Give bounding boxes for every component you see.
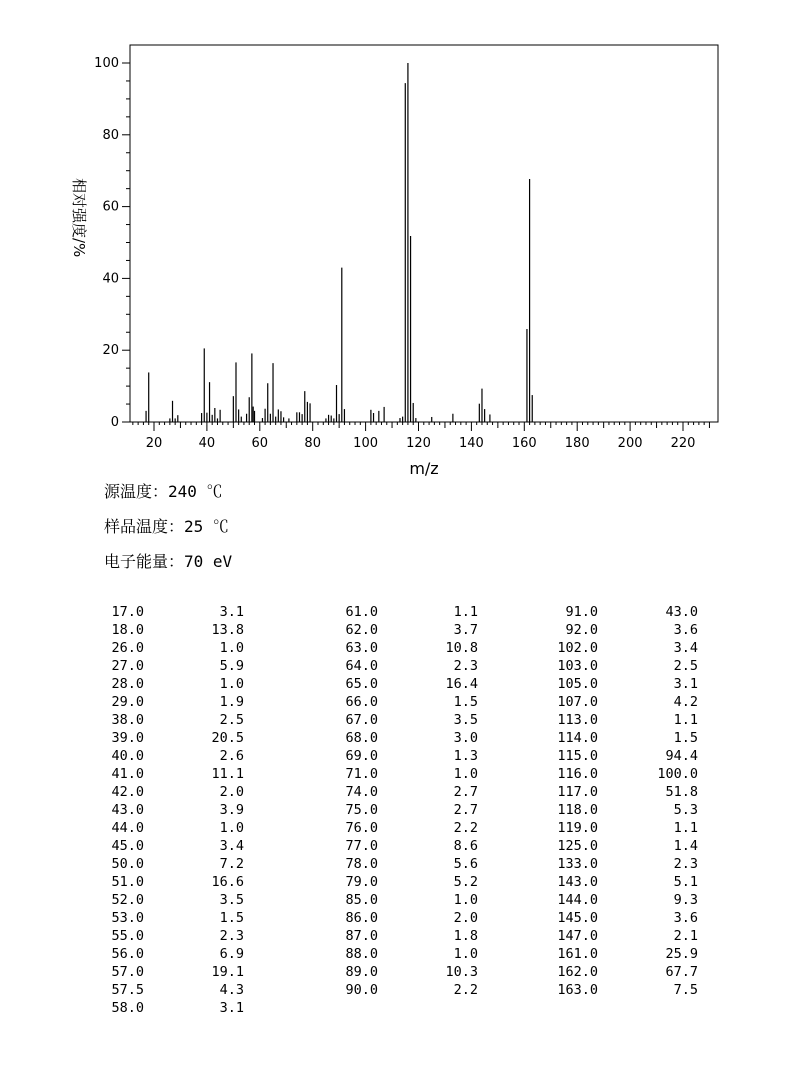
mz-value: 79.0 bbox=[345, 874, 378, 890]
mz-value: 45.0 bbox=[111, 838, 144, 854]
x-axis bbox=[133, 422, 710, 451]
relative-intensity-value: 3.5 bbox=[453, 712, 478, 728]
y-tick-label: 60 bbox=[102, 199, 119, 215]
y-axis bbox=[94, 56, 130, 430]
mz-value: 64.0 bbox=[345, 658, 378, 674]
mz-value: 102.0 bbox=[557, 640, 598, 656]
y-tick-label: 0 bbox=[110, 415, 119, 430]
peak-table-row bbox=[338, 963, 478, 981]
peak-table-row bbox=[338, 891, 478, 909]
mz-value: 125.0 bbox=[557, 838, 598, 854]
relative-intensity-value: 3.6 bbox=[673, 622, 698, 638]
relative-intensity-value: 1.0 bbox=[219, 640, 244, 656]
peak-table-row bbox=[338, 747, 478, 765]
relative-intensity-value: 3.4 bbox=[673, 640, 698, 656]
mz-value: 161.0 bbox=[557, 946, 598, 962]
relative-intensity-value: 3.1 bbox=[673, 676, 698, 692]
mz-value: 63.0 bbox=[345, 640, 378, 656]
peak-table-row bbox=[104, 999, 244, 1017]
mz-value: 91.0 bbox=[565, 604, 598, 620]
mass-spectrum-chart bbox=[0, 0, 794, 480]
mz-value: 27.0 bbox=[111, 658, 144, 674]
relative-intensity-value: 5.2 bbox=[453, 874, 478, 890]
relative-intensity-value: 3.0 bbox=[453, 730, 478, 746]
mz-value: 53.0 bbox=[111, 910, 144, 926]
peak-table-row bbox=[104, 675, 244, 693]
peak-table-row bbox=[338, 711, 478, 729]
peak-table-row bbox=[538, 621, 698, 639]
mz-value: 77.0 bbox=[345, 838, 378, 854]
peak-table-row bbox=[338, 729, 478, 747]
mz-value: 57.0 bbox=[111, 964, 144, 980]
mz-value: 40.0 bbox=[111, 748, 144, 764]
sample-temperature: 样品温度：25 ℃ bbox=[104, 517, 229, 536]
peak-table-row bbox=[104, 639, 244, 657]
relative-intensity-value: 1.5 bbox=[453, 694, 478, 710]
relative-intensity-value: 1.5 bbox=[673, 730, 698, 746]
peak-table-row bbox=[338, 981, 478, 999]
mz-value: 105.0 bbox=[557, 676, 598, 692]
x-tick-label: 220 bbox=[670, 436, 696, 451]
peak-table-row bbox=[338, 621, 478, 639]
peak-table-row bbox=[538, 693, 698, 711]
mz-value: 51.0 bbox=[111, 874, 144, 890]
mz-value: 58.0 bbox=[111, 1000, 144, 1016]
x-tick-label: 180 bbox=[564, 436, 590, 451]
mz-value: 145.0 bbox=[557, 910, 598, 926]
peak-table-row bbox=[538, 837, 698, 855]
mz-value: 50.0 bbox=[111, 856, 144, 872]
mz-value: 55.0 bbox=[111, 928, 144, 944]
relative-intensity-value: 3.1 bbox=[219, 1000, 244, 1016]
x-tick-label: 60 bbox=[251, 436, 269, 451]
peak-table-row bbox=[538, 765, 698, 783]
plot-frame bbox=[130, 45, 718, 422]
peak-table-row bbox=[104, 657, 244, 675]
relative-intensity-value: 9.3 bbox=[673, 892, 698, 908]
relative-intensity-value: 4.2 bbox=[673, 694, 698, 710]
relative-intensity-value: 43.0 bbox=[665, 604, 698, 620]
mz-value: 68.0 bbox=[345, 730, 378, 746]
peak-table-row bbox=[538, 819, 698, 837]
relative-intensity-value: 5.6 bbox=[453, 856, 478, 872]
peak-table-row bbox=[338, 783, 478, 801]
relative-intensity-value: 3.7 bbox=[453, 622, 478, 638]
mz-value: 56.0 bbox=[111, 946, 144, 962]
peak-table-row bbox=[104, 981, 244, 999]
peak-table-row bbox=[104, 819, 244, 837]
peak-table-row bbox=[338, 819, 478, 837]
peak-table-row bbox=[104, 765, 244, 783]
relative-intensity-value: 2.0 bbox=[453, 910, 478, 926]
mz-value: 75.0 bbox=[345, 802, 378, 818]
relative-intensity-value: 25.9 bbox=[665, 946, 698, 962]
relative-intensity-value: 10.3 bbox=[445, 964, 478, 980]
peak-table-row bbox=[104, 945, 244, 963]
mz-value: 62.0 bbox=[345, 622, 378, 638]
relative-intensity-value: 3.4 bbox=[219, 838, 244, 854]
peak-table-row bbox=[338, 603, 478, 621]
relative-intensity-value: 100.0 bbox=[657, 766, 698, 782]
mz-value: 44.0 bbox=[111, 820, 144, 836]
mz-value: 113.0 bbox=[557, 712, 598, 728]
relative-intensity-value: 1.1 bbox=[673, 820, 698, 836]
mz-value: 74.0 bbox=[345, 784, 378, 800]
peak-table-row bbox=[538, 927, 698, 945]
x-tick-label: 20 bbox=[145, 436, 163, 451]
mz-value: 133.0 bbox=[557, 856, 598, 872]
relative-intensity-value: 3.1 bbox=[219, 604, 244, 620]
peak-table-row bbox=[104, 621, 244, 639]
relative-intensity-value: 7.5 bbox=[673, 982, 698, 998]
peak-table-row bbox=[538, 657, 698, 675]
relative-intensity-value: 1.0 bbox=[453, 946, 478, 962]
source-temperature: 源温度：240 ℃ bbox=[104, 482, 223, 501]
relative-intensity-value: 1.0 bbox=[219, 820, 244, 836]
peak-table-row bbox=[538, 981, 698, 999]
peak-bars bbox=[146, 63, 532, 422]
x-tick-label: 80 bbox=[304, 436, 321, 451]
mz-value: 114.0 bbox=[557, 730, 598, 746]
peak-table-row bbox=[104, 873, 244, 891]
relative-intensity-value: 2.2 bbox=[453, 982, 478, 998]
mz-value: 57.5 bbox=[111, 982, 144, 998]
mz-value: 69.0 bbox=[345, 748, 378, 764]
peak-table-row bbox=[338, 909, 478, 927]
mz-value: 39.0 bbox=[111, 730, 144, 746]
x-tick-label: 100 bbox=[353, 436, 379, 451]
peak-table-row bbox=[338, 873, 478, 891]
relative-intensity-value: 1.1 bbox=[673, 712, 698, 728]
peak-table-row bbox=[538, 639, 698, 657]
peak-table-row bbox=[338, 927, 478, 945]
peak-table-row bbox=[104, 711, 244, 729]
relative-intensity-value: 3.9 bbox=[219, 802, 244, 818]
peak-table-row bbox=[538, 909, 698, 927]
mz-value: 26.0 bbox=[111, 640, 144, 656]
mz-value: 89.0 bbox=[345, 964, 378, 980]
peak-table-row bbox=[338, 639, 478, 657]
mz-value: 71.0 bbox=[345, 766, 378, 782]
relative-intensity-value: 3.5 bbox=[219, 892, 244, 908]
relative-intensity-value: 1.8 bbox=[453, 928, 478, 944]
mz-value: 115.0 bbox=[557, 748, 598, 764]
relative-intensity-value: 10.8 bbox=[445, 640, 478, 656]
peak-table-row bbox=[104, 783, 244, 801]
electron-energy: 电子能量：70 eV bbox=[104, 552, 233, 571]
mz-value: 18.0 bbox=[111, 622, 144, 638]
peak-table-column-3 bbox=[538, 603, 698, 999]
relative-intensity-value: 16.4 bbox=[445, 676, 478, 692]
relative-intensity-value: 3.6 bbox=[673, 910, 698, 926]
relative-intensity-value: 19.1 bbox=[211, 964, 244, 980]
mz-value: 42.0 bbox=[111, 784, 144, 800]
relative-intensity-value: 2.1 bbox=[673, 928, 698, 944]
relative-intensity-value: 67.7 bbox=[665, 964, 698, 980]
peak-table-row bbox=[538, 711, 698, 729]
x-tick-label: 160 bbox=[511, 436, 537, 451]
peak-table-row bbox=[538, 783, 698, 801]
relative-intensity-value: 2.2 bbox=[453, 820, 478, 836]
peak-table-row bbox=[104, 855, 244, 873]
x-axis-label: m/z bbox=[409, 459, 439, 478]
relative-intensity-value: 20.5 bbox=[211, 730, 244, 746]
mz-value: 88.0 bbox=[345, 946, 378, 962]
relative-intensity-value: 2.3 bbox=[219, 928, 244, 944]
relative-intensity-value: 5.1 bbox=[673, 874, 698, 890]
x-tick-label: 120 bbox=[406, 436, 431, 451]
relative-intensity-value: 13.8 bbox=[211, 622, 244, 638]
peak-table-row bbox=[538, 675, 698, 693]
relative-intensity-value: 1.4 bbox=[673, 838, 698, 854]
mz-value: 28.0 bbox=[111, 676, 144, 692]
peak-table-row bbox=[104, 837, 244, 855]
mz-value: 163.0 bbox=[557, 982, 598, 998]
peak-table-row bbox=[538, 801, 698, 819]
mz-value: 65.0 bbox=[345, 676, 378, 692]
peak-table-row bbox=[104, 729, 244, 747]
peak-table-row bbox=[104, 801, 244, 819]
relative-intensity-value: 5.9 bbox=[219, 658, 244, 674]
peak-table-row bbox=[104, 909, 244, 927]
mz-value: 107.0 bbox=[557, 694, 598, 710]
peak-table-row bbox=[538, 729, 698, 747]
relative-intensity-value: 2.7 bbox=[453, 802, 478, 818]
peak-table-row bbox=[338, 945, 478, 963]
mz-value: 144.0 bbox=[557, 892, 598, 908]
mz-value: 87.0 bbox=[345, 928, 378, 944]
peak-table-row bbox=[538, 963, 698, 981]
relative-intensity-value: 8.6 bbox=[453, 838, 478, 854]
relative-intensity-value: 2.5 bbox=[219, 712, 244, 728]
peak-table-row bbox=[338, 675, 478, 693]
peak-table-row bbox=[338, 855, 478, 873]
peak-table-row bbox=[538, 945, 698, 963]
peak-table-row bbox=[104, 963, 244, 981]
mz-value: 38.0 bbox=[111, 712, 144, 728]
relative-intensity-value: 2.3 bbox=[673, 856, 698, 872]
x-tick-label: 40 bbox=[198, 436, 216, 451]
relative-intensity-value: 1.0 bbox=[219, 676, 244, 692]
mz-value: 119.0 bbox=[557, 820, 598, 836]
relative-intensity-value: 1.9 bbox=[219, 694, 244, 710]
relative-intensity-value: 1.1 bbox=[453, 604, 478, 620]
peak-table-row bbox=[104, 693, 244, 711]
relative-intensity-value: 2.7 bbox=[453, 784, 478, 800]
peak-table-row bbox=[104, 747, 244, 765]
peak-table-row bbox=[538, 747, 698, 765]
relative-intensity-value: 1.0 bbox=[453, 892, 478, 908]
mz-value: 85.0 bbox=[345, 892, 378, 908]
mz-value: 78.0 bbox=[345, 856, 378, 872]
peak-table-row bbox=[338, 693, 478, 711]
y-tick-label: 80 bbox=[102, 127, 119, 143]
y-tick-label: 100 bbox=[94, 56, 119, 71]
mz-value: 162.0 bbox=[557, 964, 598, 980]
relative-intensity-value: 2.6 bbox=[219, 748, 244, 764]
peak-table-row bbox=[538, 873, 698, 891]
mz-value: 66.0 bbox=[345, 694, 378, 710]
mz-value: 76.0 bbox=[345, 820, 378, 836]
mz-value: 118.0 bbox=[557, 802, 598, 818]
mz-value: 116.0 bbox=[557, 766, 598, 782]
peak-table-row bbox=[538, 891, 698, 909]
relative-intensity-value: 1.5 bbox=[219, 910, 244, 926]
mz-value: 17.0 bbox=[111, 604, 144, 620]
mz-value: 103.0 bbox=[557, 658, 598, 674]
peak-table-row bbox=[338, 837, 478, 855]
relative-intensity-value: 1.3 bbox=[453, 748, 478, 764]
relative-intensity-value: 11.1 bbox=[211, 766, 244, 782]
relative-intensity-value: 5.3 bbox=[673, 802, 698, 818]
relative-intensity-value: 7.2 bbox=[219, 856, 244, 872]
y-tick-label: 20 bbox=[102, 343, 119, 359]
peak-table-row bbox=[338, 657, 478, 675]
peak-table-column-2 bbox=[338, 603, 478, 999]
mz-value: 67.0 bbox=[345, 712, 378, 728]
relative-intensity-value: 2.3 bbox=[453, 658, 478, 674]
relative-intensity-value: 2.0 bbox=[219, 784, 244, 800]
relative-intensity-value: 16.6 bbox=[211, 874, 244, 890]
peak-table-row bbox=[104, 927, 244, 945]
x-tick-label: 140 bbox=[458, 436, 484, 451]
mz-value: 61.0 bbox=[345, 604, 378, 620]
peak-table-row bbox=[538, 855, 698, 873]
y-tick-label: 40 bbox=[102, 271, 119, 287]
mz-value: 41.0 bbox=[111, 766, 144, 782]
relative-intensity-value: 94.4 bbox=[665, 748, 698, 764]
mz-value: 29.0 bbox=[111, 694, 144, 710]
peak-table-row bbox=[338, 801, 478, 819]
mz-value: 52.0 bbox=[111, 892, 144, 908]
relative-intensity-value: 51.8 bbox=[665, 784, 698, 800]
relative-intensity-value: 2.5 bbox=[673, 658, 698, 674]
mz-value: 92.0 bbox=[565, 622, 598, 638]
mz-value: 143.0 bbox=[557, 874, 598, 890]
mz-value: 43.0 bbox=[111, 802, 144, 818]
relative-intensity-value: 4.3 bbox=[219, 982, 244, 998]
relative-intensity-value: 6.9 bbox=[219, 946, 244, 962]
mz-value: 86.0 bbox=[345, 910, 378, 926]
x-tick-label: 200 bbox=[617, 436, 643, 451]
peak-table-row bbox=[538, 603, 698, 621]
y-axis-label: 相对强度/% bbox=[70, 178, 88, 258]
peak-table-row bbox=[104, 891, 244, 909]
relative-intensity-value: 1.0 bbox=[453, 766, 478, 782]
mz-value: 90.0 bbox=[345, 982, 378, 998]
peak-table-row bbox=[104, 603, 244, 621]
mz-value: 147.0 bbox=[557, 928, 598, 944]
peak-table-column-1 bbox=[104, 603, 244, 1017]
mz-value: 117.0 bbox=[557, 784, 598, 800]
peak-table-row bbox=[338, 765, 478, 783]
